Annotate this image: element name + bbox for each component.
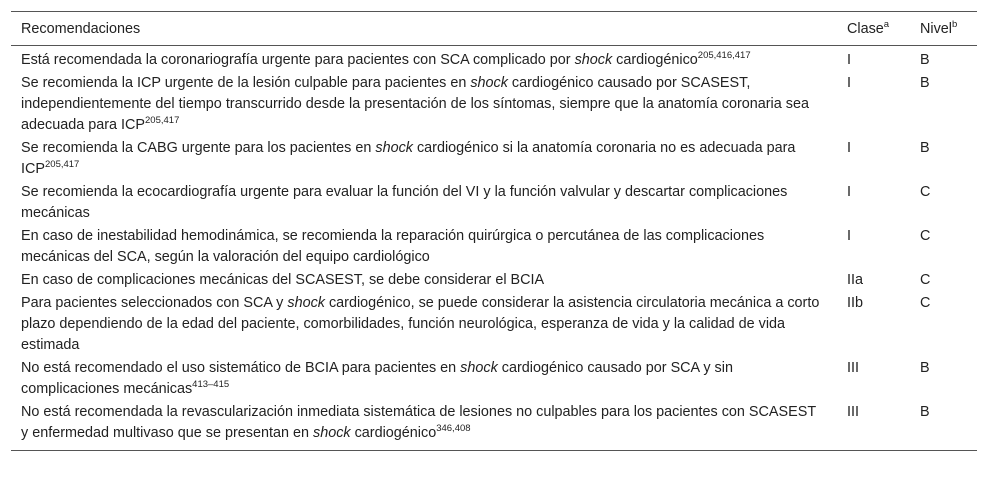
recommendation-cell [11,137,837,181]
recommendation-cell [11,292,837,357]
level-cell: B [920,75,930,91]
recommendation-cell [11,269,837,292]
level-cell: B [920,140,930,156]
table-row [11,401,977,451]
recommendation-text: Se recomienda la ecocardiografía urgente para evaluar la función del VI y la función valvular y descartar complicaciones mecánicas [21,184,788,221]
class-cell: IIb [847,295,863,311]
header-class-label: Clase [847,21,884,37]
header-recommendations-label: Recomendaciones [21,21,141,37]
header-class [837,12,910,46]
recommendation-text: cardiogénico causado por SCASEST, independientemente del tiempo transcurrido desde la presentación de los síntomas, siempre que la anatomía coronaria sea adecuada para ICP [21,75,809,133]
recommendation-cell [11,181,837,225]
class-cell: I [847,228,851,244]
table-row [11,357,977,401]
level-cell: C [920,228,931,244]
header-class-footnote: a [883,19,890,31]
table-row [11,269,977,292]
class-cell: I [847,75,851,91]
recommendation-text: En caso de complicaciones mecánicas del SCASEST, se debe considerar el BCIA [21,272,545,288]
level-cell: B [920,360,930,376]
header-level-label: Nivel [920,21,952,37]
recommendation-text: Para pacientes seleccionados con SCA y [21,295,288,311]
recommendation-text: cardiogénico si la anatomía coronaria no es adecuada para ICP [21,140,796,177]
recommendation-text: cardiogénico [350,425,437,441]
reference-superscript: 205,416,417 [697,50,751,62]
class-cell: III [837,401,910,451]
table-row [11,292,977,357]
italic-term: shock [574,52,613,68]
reference-superscript: 205,417 [45,159,80,171]
italic-term: shock [470,75,508,91]
recommendation-text: Se recomienda la CABG urgente para los pacientes en [21,140,376,156]
recommendation-text: cardiogénico, se puede considerar la asistencia circulatoria mecánica a corto plazo dependiendo de la edad del paciente, comorbilidades, función neurológica, esperanza de vida y la calidad de vida estimada [21,295,820,353]
class-cell: I [847,52,851,68]
table-header [11,12,977,46]
class-cell: I [847,184,851,200]
recommendation-text: No está recomendado el uso sistemático de BCIA para pacientes en [21,360,461,376]
recommendation-text: cardiogénico causado por SCA y sin complicaciones mecánicas [21,360,733,397]
reference-superscript: 346,408 [436,423,471,435]
recommendation-cell [11,46,837,73]
level-cell: C [920,295,931,311]
table-row [11,137,977,181]
level-cell: B [910,401,977,451]
table-row [11,46,977,73]
recommendation-cell [11,401,837,451]
class-cell: I [847,140,851,156]
header-level-footnote: b [952,19,958,31]
class-cell: III [847,360,859,376]
header-recommendations [11,12,837,46]
reference-superscript: 205,417 [145,115,180,127]
italic-term: shock [460,360,498,376]
table-row [11,225,977,269]
recommendation-text: No está recomendada la revascularización inmediata sistemática de lesiones no culpables para los pacientes con SCASEST y enfermedad multivaso que se presentan en [21,404,816,441]
table-body [11,46,977,451]
recommendation-text: cardiogénico [612,52,698,68]
table-row [11,181,977,225]
recommendations-table [11,11,977,451]
recommendation-text: En caso de inestabilidad hemodinámica, se recomienda la reparación quirúrgica o percutánea de las complicaciones mecánicas del SCA, según la valoración del equipo cardiológico [21,228,765,265]
recommendations-table-container [11,11,977,451]
italic-term: shock [375,140,413,156]
level-cell: C [920,184,931,200]
table-row [11,72,977,137]
recommendation-cell [11,357,837,401]
header-level [910,12,977,46]
recommendation-text: Se recomienda la ICP urgente de la lesión culpable para pacientes en [21,75,471,91]
header-row [11,12,977,46]
reference-superscript: 413–415 [192,379,230,391]
level-cell: B [920,52,930,68]
italic-term: shock [287,295,325,311]
recommendation-cell [11,72,837,137]
class-cell: IIa [847,272,863,288]
level-cell: C [920,272,931,288]
recommendation-cell [11,225,837,269]
italic-term: shock [313,425,351,441]
recommendation-text: Está recomendada la coronariografía urgente para pacientes con SCA complicado por [21,52,575,68]
